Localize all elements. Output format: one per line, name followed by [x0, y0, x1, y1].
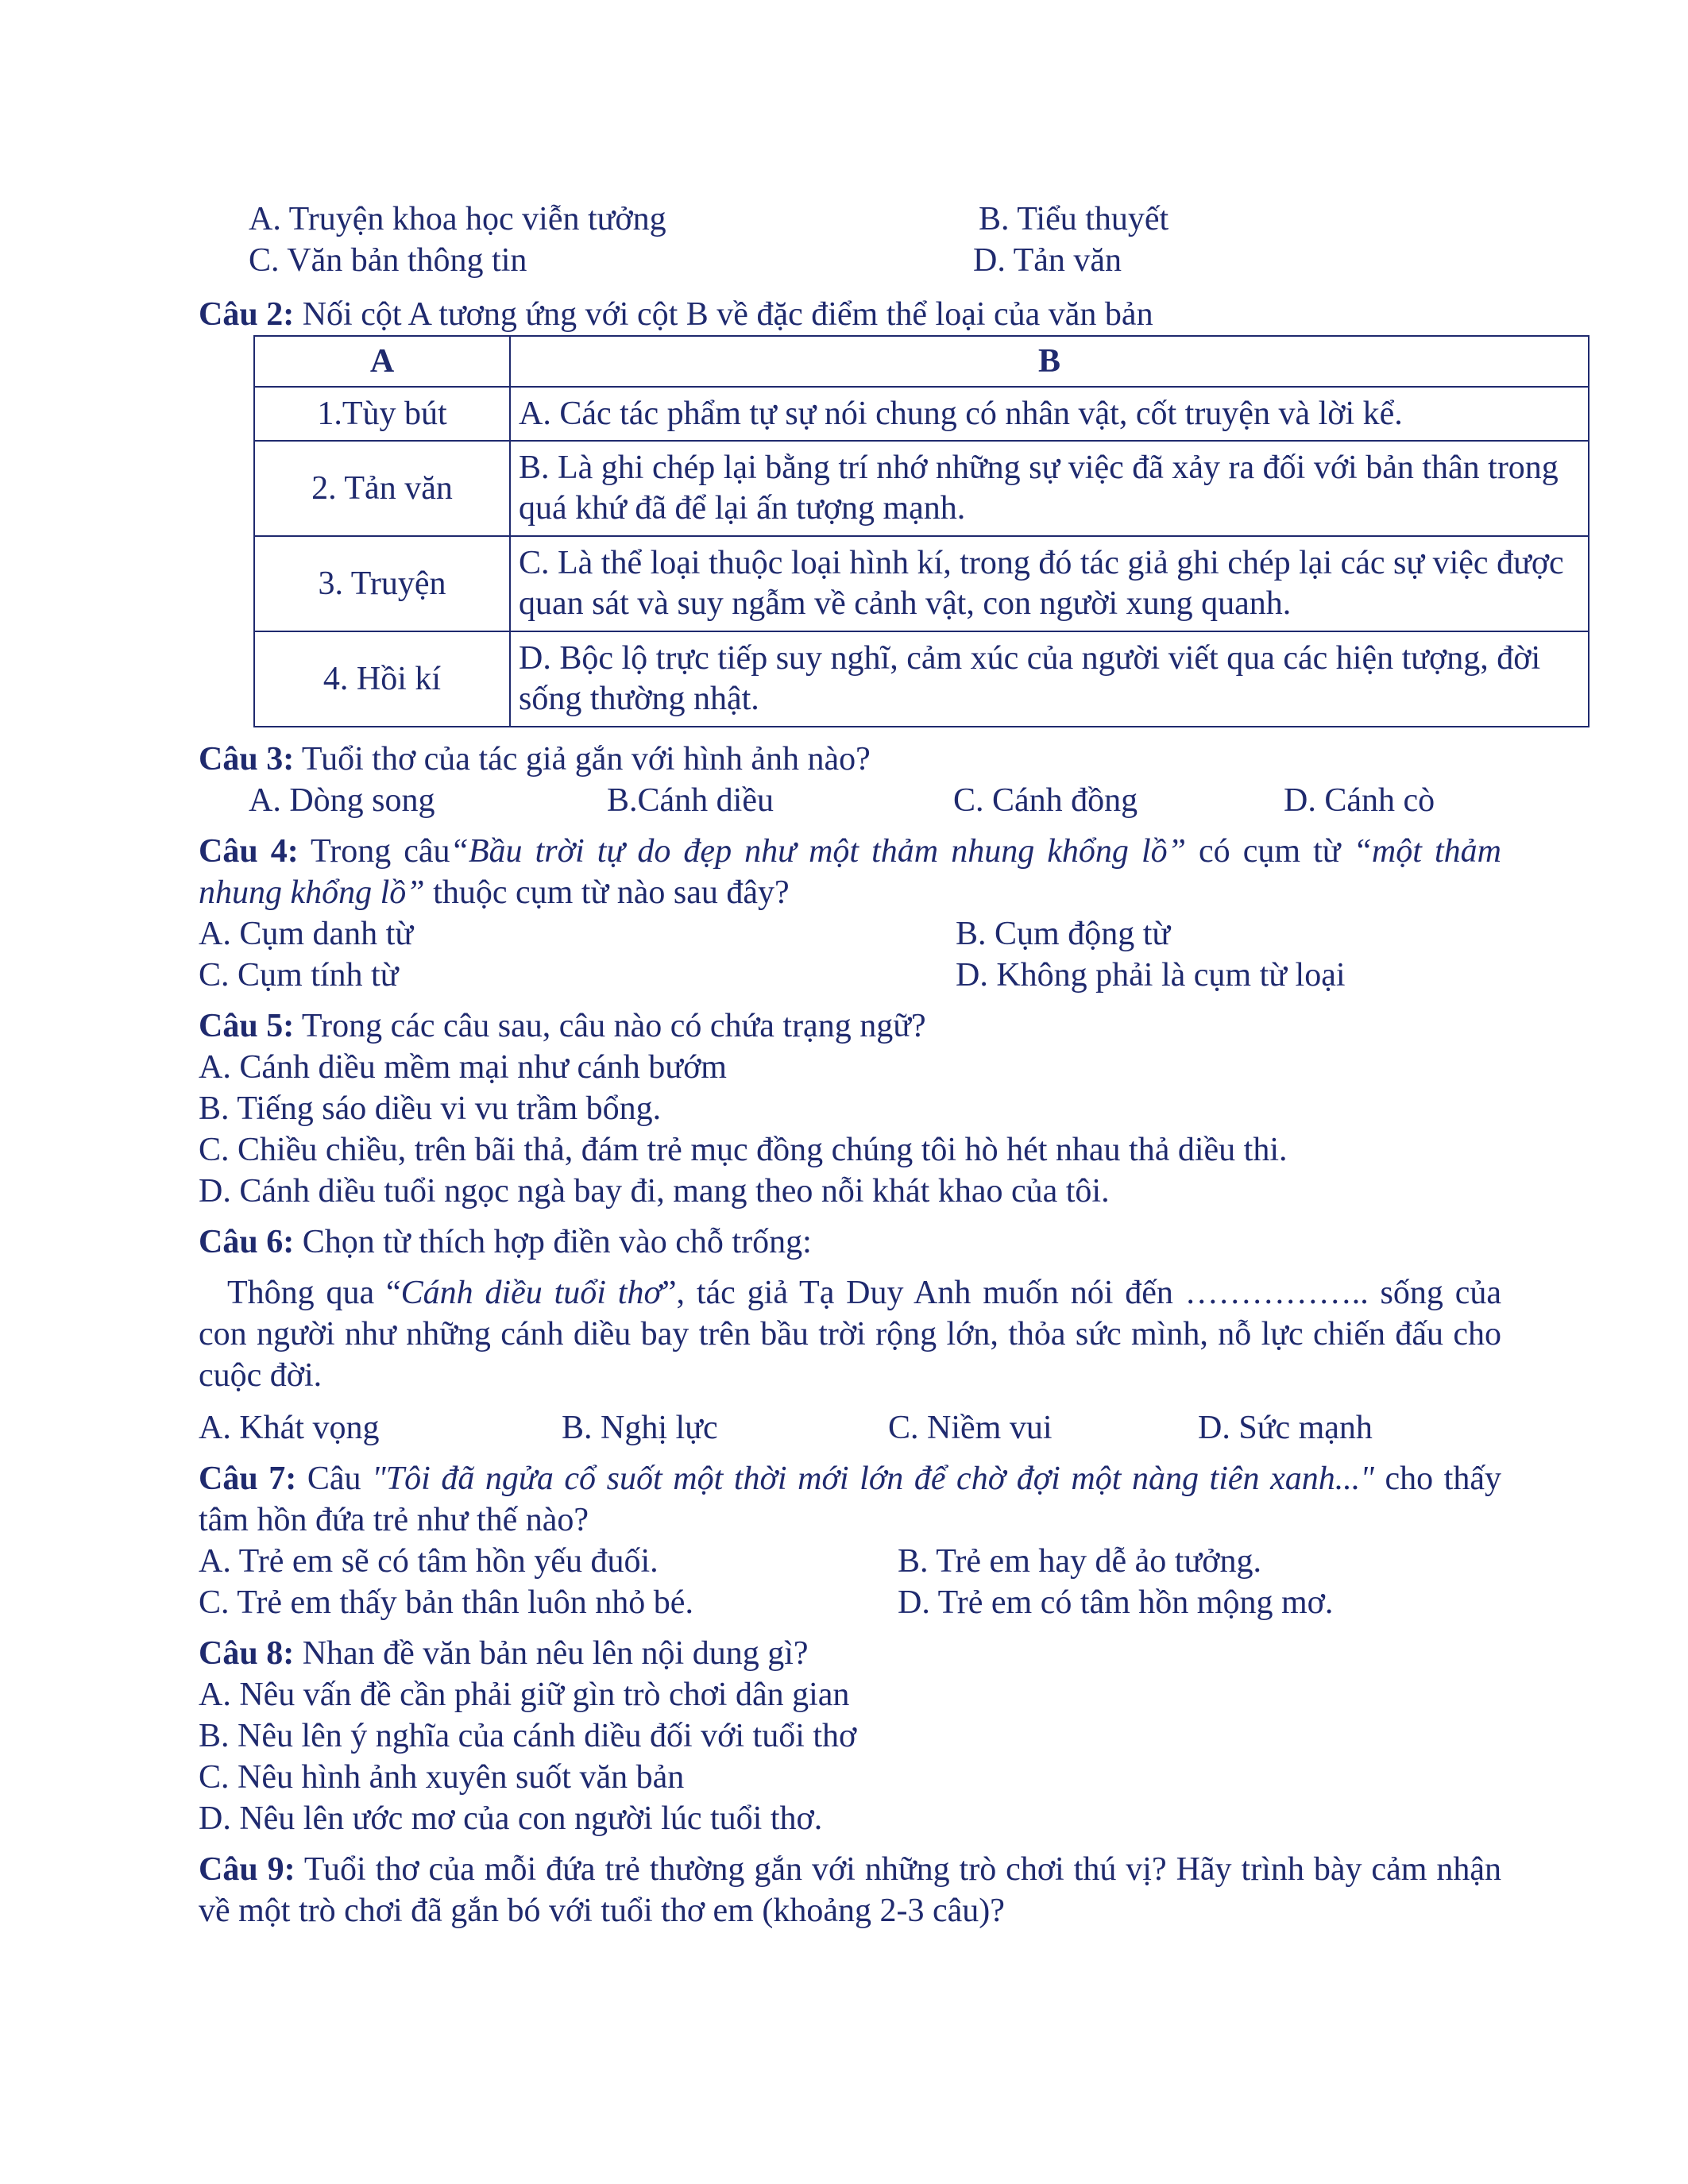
q5-option-c: C. Chiều chiều, trên bãi thả, đám trẻ mục đồng chúng tôi hò hét nhau thả diều thi. [199, 1132, 1288, 1168]
q8-prompt [199, 1633, 809, 1674]
q7-pre: Câu [296, 1461, 373, 1497]
q6-option-c: C. Niềm vui [888, 1410, 1053, 1446]
q1-option-d: D. Tản văn [973, 242, 1122, 279]
table-row [254, 631, 1589, 727]
q4-mid: có cụm từ [1185, 833, 1354, 870]
q5-text: Trong các câu sau, câu nào có chứa trạng ngữ? [294, 1008, 926, 1044]
q4-post: thuộc cụm từ nào sau đây? [424, 874, 790, 911]
description-cell: C. Là thể loại thuộc loại hình kí, trong đó tác giả ghi chép lại các sự việc được quan sát và suy ngẫm về cảnh vật, con người xung quanh. [510, 536, 1589, 631]
q9-text: Tuổi thơ của mỗi đứa trẻ thường gắn với những trò chơi thú vị? Hãy trình bày cảm nhận về một trò chơi đã gắn bó với tuổi thơ em (khoảng 2-3 câu)? [199, 1851, 1501, 1929]
description-cell: D. Bộc lộ trực tiếp suy nghĩ, cảm xúc của người viết qua các hiện tượng, đời sống thường nhật. [510, 631, 1589, 727]
q3-option-d: D. Cánh cò [1284, 782, 1435, 819]
q4-quote-sentence: “Bầu trời tự do đẹp như một thảm nhung khổng lồ” [450, 833, 1186, 870]
q1-option-b: B. Tiểu thuyết [979, 201, 1169, 237]
q7-prompt [199, 1458, 1501, 1541]
q4-quote-phrase: “một thảm nhung khổng lồ” [199, 833, 1501, 911]
q5-option-b: B. Tiếng sáo diều vi vu trầm bổng. [199, 1090, 662, 1127]
q6-passage-title: Cánh diều tuổi thơ [400, 1275, 662, 1311]
q4-option-a: A. Cụm danh từ [199, 916, 414, 952]
table-header-row [254, 336, 1589, 387]
q6-text: Chọn từ thích hợp điền vào chỗ trống: [294, 1224, 812, 1260]
table-row [254, 387, 1589, 441]
q4-option-b: B. Cụm động từ [956, 916, 1171, 952]
table-row [254, 441, 1589, 536]
q9-label: Câu 9: [199, 1851, 295, 1888]
q4-label: Câu 4: [199, 833, 299, 870]
matching-table [253, 335, 1590, 727]
q2-text: Nối cột A tương ứng với cột B về đặc điểm thể loại của văn bản [294, 296, 1153, 333]
q8-option-d: D. Nêu lên ước mơ của con người lúc tuổi thơ. [199, 1800, 823, 1837]
q6-passage-pre: Thông qua “ [227, 1275, 401, 1311]
q1-option-a: A. Truyện khoa học viễn tưởng [249, 201, 666, 237]
q7-option-a: A. Trẻ em sẽ có tâm hồn yếu đuối. [199, 1543, 659, 1580]
q7-quote: "Tôi đã ngửa cổ suốt một thời mới lớn để chờ đợi một nàng tiên xanh..." [372, 1461, 1374, 1497]
q8-option-b: B. Nêu lên ý nghĩa của cánh diều đối với tuổi thơ [199, 1718, 857, 1754]
q6-option-a: A. Khát vọng [199, 1410, 380, 1446]
q3-option-b: B.Cánh diều [607, 782, 774, 819]
description-cell: B. Là ghi chép lại bằng trí nhớ những sự việc đã xảy ra đối với bản thân trong quá khứ đã để lại ấn tượng mạnh. [510, 441, 1589, 536]
q3-option-a: A. Dòng song [249, 782, 435, 819]
q4-pre: Trong câu [298, 833, 450, 870]
table-row [254, 536, 1589, 631]
q2-prompt [199, 294, 1153, 335]
q6-label: Câu 6: [199, 1224, 295, 1260]
q8-option-c: C. Nêu hình ảnh xuyên suốt văn bản [199, 1759, 685, 1796]
q7-label: Câu 7: [199, 1461, 297, 1497]
q4-option-c: C. Cụm tính từ [199, 957, 399, 994]
q6-option-d: D. Sức mạnh [1198, 1410, 1373, 1446]
q7-option-d: D. Trẻ em có tâm hồn mộng mơ. [898, 1584, 1334, 1621]
q9-prompt [199, 1849, 1501, 1931]
q8-label: Câu 8: [199, 1635, 295, 1672]
genre-cell: 2. Tản văn [254, 441, 510, 536]
genre-cell: 3. Truyện [254, 536, 510, 631]
q7-option-b: B. Trẻ em hay dễ ảo tưởng. [898, 1543, 1261, 1580]
genre-cell: 1.Tùy bút [254, 387, 510, 441]
q3-text: Tuổi thơ của tác giả gắn với hình ảnh nào? [294, 741, 871, 778]
q5-label: Câu 5: [199, 1008, 295, 1044]
q6-passage [199, 1272, 1501, 1396]
q5-option-d: D. Cánh diều tuổi ngọc ngà bay đi, mang theo nỗi khát khao của tôi. [199, 1173, 1110, 1210]
q7-post: cho thấy tâm hồn đứa trẻ như thế nào? [199, 1461, 1501, 1538]
q3-prompt [199, 739, 871, 780]
q5-prompt [199, 1005, 926, 1047]
description-cell: A. Các tác phẩm tự sự nói chung có nhân vật, cốt truyện và lời kể. [510, 387, 1589, 441]
q3-label: Câu 3: [199, 741, 295, 778]
q8-option-a: A. Nêu vấn đề cần phải giữ gìn trò chơi dân gian [199, 1677, 850, 1713]
q6-passage-post: ”, tác giả Tạ Duy Anh muốn nói đến …………….. sống của con người như những cánh diều bay trên bầu trời rộng lớn, thỏa sức mình, nỗ lực chiến đấu cho cuộc đời. [199, 1275, 1501, 1394]
q1-option-c: C. Văn bản thông tin [249, 242, 527, 279]
q7-option-c: C. Trẻ em thấy bản thân luôn nhỏ bé. [199, 1584, 693, 1621]
q4-prompt [199, 831, 1501, 913]
genre-cell: 4. Hồi kí [254, 631, 510, 727]
q3-option-c: C. Cánh đồng [953, 782, 1138, 819]
q8-text: Nhan đề văn bản nêu lên nội dung gì? [294, 1635, 809, 1672]
column-b-header: B [510, 336, 1589, 387]
q2-label: Câu 2: [199, 296, 295, 333]
q4-option-d: D. Không phải là cụm từ loại [956, 957, 1346, 994]
q6-prompt [199, 1221, 812, 1263]
q5-option-a: A. Cánh diều mềm mại như cánh bướm [199, 1049, 727, 1086]
q6-option-b: B. Nghị lực [562, 1410, 718, 1446]
column-a-header: A [254, 336, 510, 387]
